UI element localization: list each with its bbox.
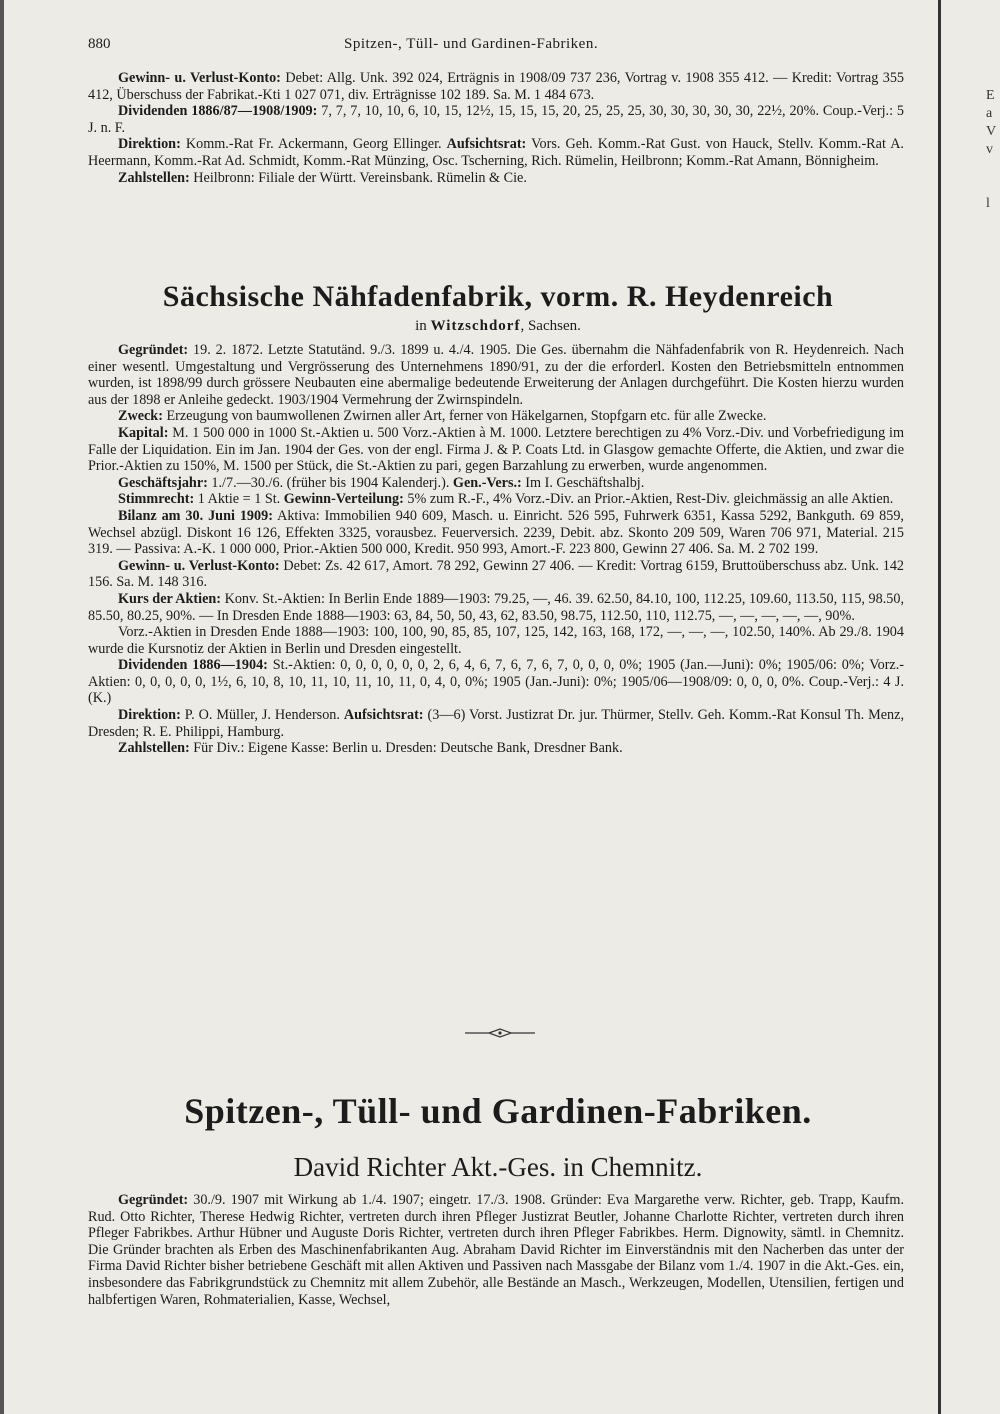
margin-fragment: l: [986, 196, 990, 211]
field-text: Aktiva: Immobilien 940 609, Masch. u. Einricht. 526 595, Fuhrwerk 6351, Kassa 5292, Bankguth. 69 859, Wechsel abzügl. Diskont 16 126, Effekten 3325, vorausbez. Feuerversich. 2239, Debit. abz. Skonto 209 509, Waren 706 971, Material. 215 319. — Passiva: A.-K. 1 000 000, Prior.-Aktien 500 000, Kredit. 950 993, Amort.-F. 223 800, Gewinn 27 406. Sa. M. 2 702 199.: [88, 507, 904, 558]
running-title: Spitzen-, Tüll- und Gardinen-Fabriken.: [344, 36, 599, 52]
field-text: 1 Aktie = 1 St.: [194, 491, 284, 508]
margin-fragment: a: [986, 106, 993, 121]
entry-body-saechsische: [88, 342, 904, 757]
field-label: Dividenden 1886/87—1908/1909:: [118, 103, 318, 120]
field-text: Komm.-Rat Fr. Ackermann, Georg Ellinger.: [180, 136, 447, 153]
field-text: Debet: Zs. 42 617, Amort. 78 292, Gewinn 27 406. — Kredit: Vortrag 6159, Bruttoüberschuss abz. Unk. 142 156. Sa. M. 148 316.: [88, 557, 905, 591]
paragraph: [88, 103, 904, 136]
paragraph: [88, 136, 904, 169]
previous-entry-continuation: [88, 70, 904, 186]
entry-location: [88, 318, 908, 335]
section-title: Spitzen-, Tüll- und Gardinen-Fabriken.: [184, 1091, 812, 1131]
field-text: St.-Aktien: 0, 0, 0, 0, 0, 0, 2, 6, 4, 6, 7, 6, 7, 6, 7, 0, 0, 0, 0%; 1905 (Jan.—Juni): 0%; 1905/06: 0%; Vorz.-Aktien: 0, 0, 0, 0, 0, 1½, 6, 10, 8, 10, 11, 10, 11, 10, 11, 0, 4, 0, 0%; 1905 (Jan.-Juni): 0%; 1905/06—1908/09: 0, 0, 0, 0%. Coup.-Verj.: 4 J. (K.): [88, 657, 904, 707]
field-text: Für Div.: Eigene Kasse: Berlin u. Dresden: Deutsche Bank, Dresdner Bank.: [189, 740, 623, 757]
field-label: Aufsichtsrat:: [343, 707, 424, 724]
paragraph: [88, 707, 904, 740]
field-label: Zahlstellen:: [118, 740, 190, 757]
field-label: Direktion:: [118, 136, 181, 153]
field-text: 30./9. 1907 mit Wirkung ab 1./4. 1907; eingetr. 17./3. 1908. Gründer: Eva Margarethe verw. Richter, geb. Trapp, Kaufm. Rud. Otto Richter, Therese Hedwig Richter, vertreten durch ihren Pfleger Justizrat Beutler, Johanne Charlotte Richter, vertreten durch ihren Pfleger Fabrikbes. Arthur Hübner und Auguste Doris Richter, vertreten durch ihren Pfleger Fabrikbes. Herm. Dignowity, sämtl. in Chemnitz. Die Gründer brachten als Erben des Maschinenfabrikanten Aug. Abraham David Richter im Einverständnis mit den Nacherben das unter der Firma David Richter bisher betriebene Geschäft mit allen Aktiven und Passiven nach Massgabe der Bilanz vom 1./4. 1907 in die Akt.-Ges. ein, insbesondere das Fabrikgrundstück zu Chemnitz mit allem Zubehör, alle Bestände an Masch., Werkzeugen, Modellen, Utensilien, fertigen und halbfertigen Waren, Rohmaterialien, Kasse, Wechsel,: [88, 1192, 904, 1308]
field-label: Zweck:: [118, 408, 163, 425]
left-page-edge: [0, 0, 4, 1414]
paragraph: [88, 740, 904, 757]
location-city: Witzschdorf: [430, 318, 521, 334]
field-label: Gewinn- u. Verlust-Konto:: [118, 557, 280, 574]
field-label: Stimmrecht:: [118, 491, 195, 508]
field-text: Im I. Geschäftshalbj.: [521, 474, 645, 491]
paragraph: [88, 624, 904, 657]
field-label: Kapital:: [118, 424, 169, 441]
field-text: Heilbronn: Filiale der Württ. Vereinsbank. Rümelin & Cie.: [189, 169, 527, 186]
field-label: Aufsichtsrat:: [446, 136, 527, 153]
field-text: Debet: Allg. Unk. 392 024, Erträgnis in 1908/09 737 236, Vortrag v. 1908 355 412. — Kredit: Vortrag 355 412, Überschuss der Fabrikat.-Kti 1 027 071, div. Erträgnisse 102 189. Sa. M. 1 484 673.: [88, 70, 905, 103]
margin-fragment: v: [986, 142, 993, 157]
margin-fragment: V: [986, 124, 997, 139]
paragraph: [88, 1192, 904, 1308]
paragraph: [88, 425, 904, 475]
paragraph: [88, 70, 904, 103]
field-text: 19. 2. 1872. Letzte Statutänd. 9./3. 1899 u. 4./4. 1905. Die Ges. übernahm die Nähfadenfabrik von R. Heydenreich. Nach einer wesentl. Umgestaltung und Vergrösserung des Unternehmens 1890/91, zu der die erforderl. Kosten den Betriebsmitteln entnommen wurden, ist 1898/99 durch grössere Neubauten eine abermalige bedeutende Erweiterung der Anlagen durchgeführt. Die Kosten hierzu wurden aus der 1898 er Anleihe gedeckt. 1903/1904 Vermehrung der Zwirnspindeln.: [88, 342, 904, 408]
paragraph: [88, 475, 904, 492]
field-text: 5% zum R.-F., 4% Vorz.-Div. an Prior.-Aktien, Rest-Div. gleichmässig an alle Aktien.: [403, 491, 894, 508]
field-label: Geschäftsjahr:: [118, 474, 208, 491]
paragraph: [88, 508, 904, 558]
field-label: Gen.-Vers.:: [452, 474, 522, 491]
field-label: Bilanz am 30. Juni 1909:: [118, 507, 273, 524]
field-text: Konv. St.-Aktien: In Berlin Ende 1889—1903: 79.25, —, 46. 39. 62.50, 84.10, 100, 112.25, 109.60, 113.50, 115, 98.50, 85.50, 80.25, 90%. — In Dresden Ende 1888—1903: 63, 84, 50, 50, 43, 62, 83.50, 98.75, 112.50, 110, 112.75, —, —, —, —, —, 90%.: [88, 590, 905, 624]
field-text: P. O. Müller, J. Henderson.: [180, 707, 344, 724]
entry-title-david-richter: David Richter Akt.-Ges. in Chemnitz.: [293, 1152, 703, 1182]
paragraph: [88, 491, 904, 508]
field-text: M. 1 500 000 in 1000 St.-Aktien u. 500 Vorz.-Aktien à M. 1000. Letztere berechtigen zu 4% Vorz.-Div. und Vorbefriedigung im Falle der Liquidation. Ein im Jan. 1904 der Ges. von der engl. Firma J. & P. Coats Ltd. in Glasgow gemachte Offerte, die Aktien, und zwar die Prior.-Aktien zu 150%, M. 1500 per Stück, die St.-Aktien zu pari, gegen Barzahlung zu erwerben, wurde angenommen.: [88, 424, 904, 475]
entry-title-saechsische: Sächsische Nähfadenfabrik, vorm. R. Heydenreich: [162, 280, 834, 313]
section-ornament: [465, 1028, 535, 1038]
paragraph: [88, 558, 904, 591]
location-suffix: , Sachsen.: [520, 318, 581, 334]
paragraph: [88, 342, 904, 408]
field-text: 1./7.—30./6. (früher bis 1904 Kalenderj.).: [207, 474, 453, 491]
paragraph: [88, 408, 904, 425]
field-label: Gewinn- u. Verlust-Konto:: [118, 70, 281, 86]
location-prefix: in: [415, 318, 431, 334]
field-label: Kurs der Aktien:: [118, 590, 222, 607]
page-number: 880: [88, 36, 111, 52]
field-text: Erzeugung von baumwollenen Zwirnen aller Art, ferner von Häkelgarnen, Stopfgarn etc. für alle Zwecke.: [162, 408, 767, 425]
field-text: Vorz.-Aktien in Dresden Ende 1888—1903: 100, 100, 90, 85, 85, 107, 125, 142, 163, 168, 172, —, —, —, 102.50, 140%. Ab 29./8. 1904 wurde die Kursnotiz der Aktien in Berlin und Dresden eingestellt.: [88, 624, 904, 657]
field-label: Gegründet:: [118, 1192, 189, 1208]
paragraph: [88, 170, 904, 187]
field-label: Gewinn-Verteilung:: [283, 491, 404, 508]
paragraph: [88, 591, 904, 624]
entry-body-david-richter: [88, 1192, 904, 1308]
field-text: Vors. Geh. Komm.-Rat Gust. von Hauck, Stellv. Komm.-Rat A. Heermann, Komm.-Rat Ad. Schmidt, Komm.-Rat Münzing, Osc. Tscherning, Rich. Rümelin, Heilbronn; Komm.-Rat Amann, Bönnigheim.: [88, 136, 904, 169]
field-text: (3—6) Vorst. Justizrat Dr. jur. Thürmer, Stellv. Geh. Komm.-Rat Konsul Th. Menz, Dresden; R. E. Philippi, Hamburg.: [88, 707, 904, 740]
field-label: Zahlstellen:: [118, 169, 190, 186]
field-text: 7, 7, 7, 10, 10, 6, 10, 15, 12½, 15, 15, 15, 20, 25, 25, 25, 30, 30, 30, 30, 30, 22½, 20%. Coup.-Verj.: 5 J. n. F.: [88, 103, 904, 136]
field-label: Direktion:: [118, 707, 181, 724]
right-column-rule: [938, 0, 941, 1414]
paragraph: [88, 657, 904, 707]
field-label: Gegründet:: [118, 342, 189, 358]
field-label: Dividenden 1886—1904:: [118, 657, 268, 674]
margin-fragment: E: [986, 88, 995, 103]
